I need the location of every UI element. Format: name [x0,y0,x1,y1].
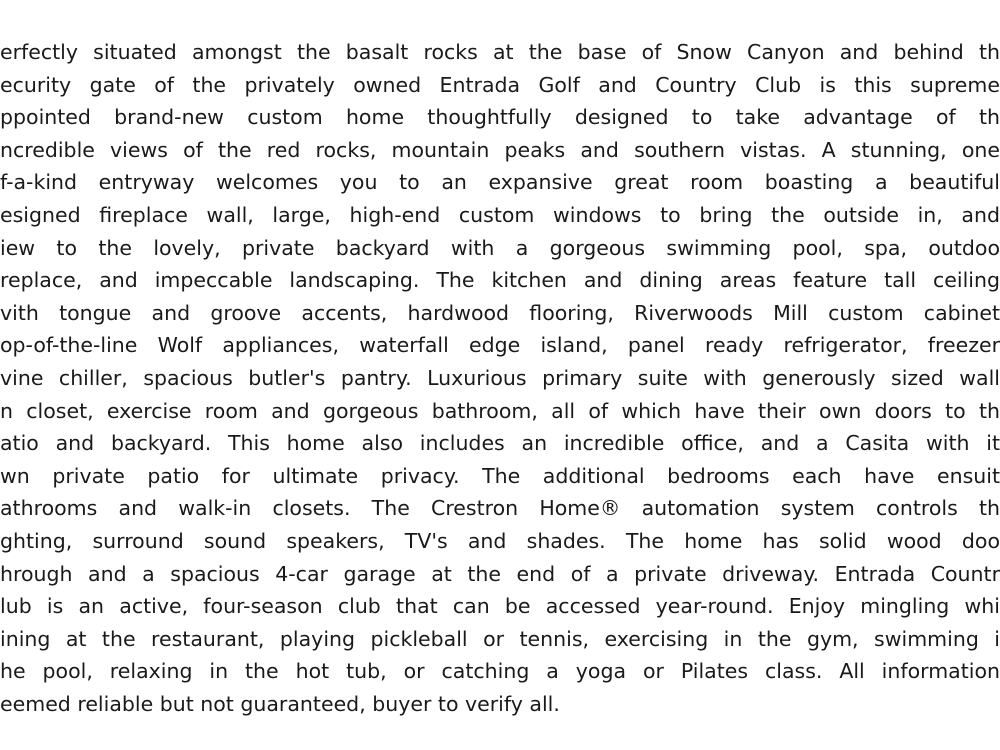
description-line: ncredible views of the red rocks, mountain peaks and southern vistas. A stunning, one [0,137,1000,162]
description-line: esigned fireplace wall, large, high-end custom windows to bring the outside in, and [0,202,1000,227]
description-line: vine chiller, spacious butler's pantry. Luxurious primary suite with generously sized wall [0,365,1000,390]
description-line: eemed reliable but not guaranteed, buyer to verify all. [0,691,560,716]
description-line: vith tongue and groove accents, hardwood flooring, Riverwoods Mill custom cabinet [0,300,1000,325]
description-line: erfectly situated amongst the basalt rocks at the base of Snow Canyon and behind th [0,40,1000,64]
description-line: hrough and a spacious 4-car garage at the end of a private driveway. Entrada Countr [0,561,1000,586]
description-line: wn private patio for ultimate privacy. The additional bedrooms each have ensuit [0,463,1000,488]
description-line: ghting, surround sound speakers, TV's and shades. The home has solid wood doo [0,528,1000,553]
description-line: ppointed brand-new custom home thoughtfully designed to take advantage of th [0,105,1000,130]
description-line: iew to the lovely, private backyard with a gorgeous swimming pool, spa, outdoo [0,235,1000,260]
description-line: ecurity gate of the privately owned Entrada Golf and Country Club is this supreme [0,72,1000,97]
description-line: he pool, relaxing in the hot tub, or catching a yoga or Pilates class. All information [0,659,1000,684]
description-line: athrooms and walk-in closets. The Crestron Home® automation system controls th [0,496,1000,521]
description-line: atio and backyard. This home also includes an incredible office, and a Casita with it [0,431,1000,456]
listing-description [0,36,1000,720]
description-line: n closet, exercise room and gorgeous bathroom, all of which have their own doors to th [0,398,1000,423]
description-line: lub is an active, four-season club that can be accessed year-round. Enjoy mingling whi [0,594,1000,619]
description-line: replace, and impeccable landscaping. The kitchen and dining areas feature tall ceiling [0,268,1000,293]
description-line: op-of-the-line Wolf appliances, waterfall edge island, panel ready refrigerator, freezer [0,333,1000,358]
description-line: f-a-kind entryway welcomes you to an expansive great room boasting a beautiful [0,170,1000,195]
description-line: ining at the restaurant, playing pickleball or tennis, exercising in the gym, swimming i [0,626,1000,651]
